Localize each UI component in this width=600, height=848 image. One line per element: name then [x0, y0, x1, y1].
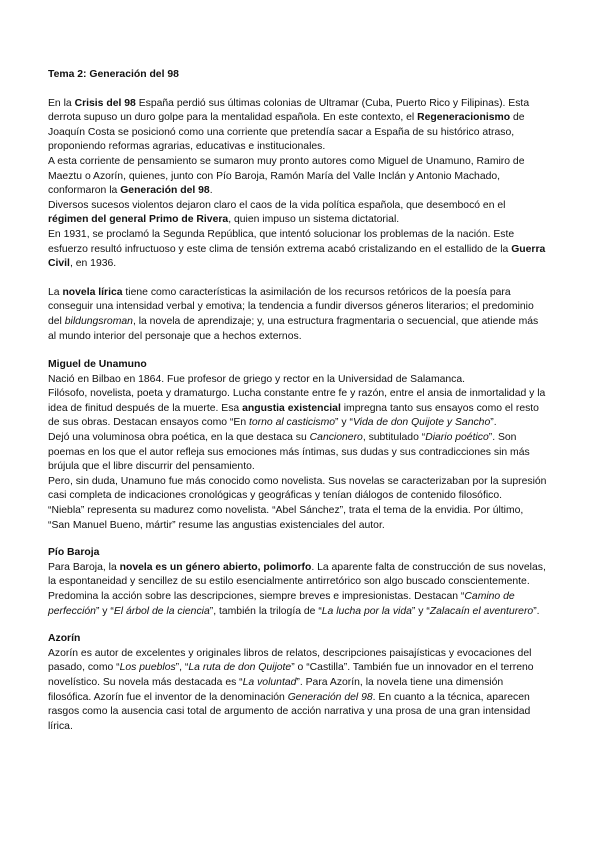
text-run: ”. Son poemas en los que el autor refleja sus emociones más íntimas, sus dudas y sus contradicciones sin más brújula que el libre discurrir del pensamiento. [48, 432, 530, 473]
intro-paragraph-4 [48, 228, 548, 272]
italic-text: La ruta de don Quijote [188, 662, 292, 674]
italic-text: Los pueblos [119, 662, 176, 674]
text-run: Filósofo, novelista, poeta y dramaturgo. Lucha constante entre fe y razón, entre el ansia de inmortalidad y la idea de finitud después de la muerte. Esa [48, 388, 546, 414]
azorin-section [48, 632, 548, 734]
unamuno-paragraph-5 [48, 504, 548, 533]
text-run: ” y “ [335, 417, 353, 429]
italic-text: El árbol de la ciencia [113, 605, 210, 617]
azorin-paragraph [48, 647, 548, 735]
intro-paragraph-3 [48, 199, 548, 228]
bold-text: Generación del 98 [120, 185, 210, 197]
text-run: , quien impuso un sistema dictatorial. [228, 214, 400, 226]
bold-text: régimen del general Primo de Rivera [48, 214, 229, 226]
text-run: Dejó una voluminosa obra poética, en la que destaca su [48, 432, 310, 444]
bold-text: novela es un género abierto, polimorfo [119, 561, 312, 573]
text-run: En la [48, 97, 75, 109]
bold-text: novela lírica [62, 286, 123, 298]
baroja-heading: Pío Baroja [48, 547, 100, 559]
italic-text: torno al casticismo [249, 417, 336, 429]
text-run: A esta corriente de pensamiento se sumaron muy pronto autores como Miguel de Unamuno, Ramiro de Maeztu o Azorín, quienes, junto con Pío Baroja, Ramón María del Valle Inclán y Antonio Machado, conformaron la [48, 155, 525, 197]
baroja-section [48, 546, 548, 619]
text-run: Para Baroja, la [48, 561, 120, 573]
unamuno-paragraph-1 [48, 373, 548, 388]
text-run: , en 1936. [69, 258, 117, 270]
unamuno-heading: Miguel de Unamuno [48, 359, 147, 371]
text-run: ” o “Castilla”. También fue un innovador en el terreno novelístico. Su novela más destacada es “ [48, 662, 534, 688]
document-title: Tema 2: Generación del 98 [48, 69, 179, 80]
unamuno-paragraph-4 [48, 475, 548, 504]
text-run: ”, “ [175, 662, 189, 674]
intro-paragraph-2 [48, 155, 548, 199]
italic-text: Generación del 98 [287, 691, 373, 703]
text-run: ” y “ [411, 605, 430, 617]
text-run: ”. [490, 417, 497, 429]
text-run: de Joaquín Costa se posicionó como una corriente que pretendía sacar a España de su histórico atraso, proponiendo reformas agrarias, educativas e institucionales. [48, 112, 525, 153]
text-run: ”. Para Azorín, la novela tiene una dimensión filosófica. Azorín fue el inventor de la denominación [48, 676, 504, 703]
bold-text: angustia existencial [242, 402, 341, 414]
text-run: ”, también la trilogía de “ [209, 605, 322, 617]
bold-text: Crisis del 98 [74, 97, 136, 109]
novela-lirica-paragraph [48, 286, 548, 344]
text-run: Diversos sucesos violentos dejaron claro el caos de la vida política española, que desembocó en el [48, 199, 506, 211]
text-run: ”. [533, 605, 540, 617]
text-run: . En cuanto a la técnica, aparecen rasgos como la ausencia casi total de argumento de acción narrativa y una prosa de una gran intensidad lírica. [48, 691, 531, 732]
text-run: ” y “ [95, 605, 114, 617]
text-run: Nació en Bilbao en 1864. Fue profesor de griego y rector en la Universidad de Salamanca. [48, 373, 466, 385]
italic-text: Diario poético [425, 432, 489, 444]
text-run: “Niebla” representa su madurez como novelista. “Abel Sánchez”, trata el tema de la envidia. Por último, “San Manuel Bueno, mártir” resume las angustias existenciales del autor. [48, 505, 524, 531]
unamuno-paragraph-2 [48, 387, 548, 431]
novela-lirica-section [48, 286, 548, 344]
text-run: . [209, 185, 213, 197]
italic-text: Vida de don Quijote y Sancho [352, 417, 491, 429]
intro-section [48, 97, 548, 272]
baroja-paragraph [48, 561, 548, 619]
italic-text: La lucha por la vida [321, 605, 412, 617]
bold-text: Guerra Civil [48, 243, 546, 270]
text-run: Azorín es autor de excelentes y originales libros de relatos, descripciones paisajísticas y evocaciones del pasado, como “ [48, 647, 532, 674]
intro-paragraph-1 [48, 97, 548, 155]
azorin-heading: Azorín [48, 633, 81, 645]
italic-text: Zalacaín el aventurero [429, 605, 534, 617]
italic-text: bildungsroman [64, 315, 133, 327]
unamuno-section [48, 358, 548, 533]
italic-text: Camino de perfección [48, 591, 515, 617]
text-run: España perdió sus últimas colonias de Ultramar (Cuba, Puerto Rico y Filipinas). Esta derrota supuso un duro golpe para la mentalidad española. En este contexto, el [48, 97, 530, 124]
text-run: , la novela de aprendizaje; y, una estructura fragmentaria o secuencial, que atiende más al mundo interior del personaje que a hechos externos. [48, 315, 539, 342]
text-run: . La aparente falta de construcción de sus novelas, la espontaneidad y sencillez de su estilo esencialmente antirretórico son algo buscado conscientemente. Predomina la acción sobre las descripciones, siempre breves e impresionistas. Destacan “ [48, 561, 546, 602]
bold-text: Regeneracionismo [417, 112, 511, 124]
text-run: Pero, sin duda, Unamuno fue más conocido como novelista. Sus novelas se caracterizaban por la supresión casi completa de indicaciones cronológicas y geográficas y tenían diálogos de contenido filosófico. [48, 475, 547, 502]
unamuno-paragraph-3 [48, 431, 548, 475]
text-run: , subtitulado “ [362, 432, 426, 444]
text-run: La [48, 286, 63, 298]
text-run: En 1931, se proclamó la Segunda República, que intentó solucionar los problemas de la nación. Este esfuerzo resultó infructuoso y este clima de tensión extrema acabó cristalizando en el estallido de la [48, 228, 515, 255]
italic-text: La voluntad [242, 676, 297, 688]
italic-text: Cancionero [309, 432, 363, 444]
text-run: impregna tanto sus ensayos como el resto de sus obras. Destacan ensayos como “En [48, 402, 539, 429]
text-run: tiene como características la asimilación de los recursos retóricos de la poesía para conseguir una intensidad verbal y emotiva; la tendencia a fundir diversos géneros literarios; el predominio del [48, 286, 534, 327]
